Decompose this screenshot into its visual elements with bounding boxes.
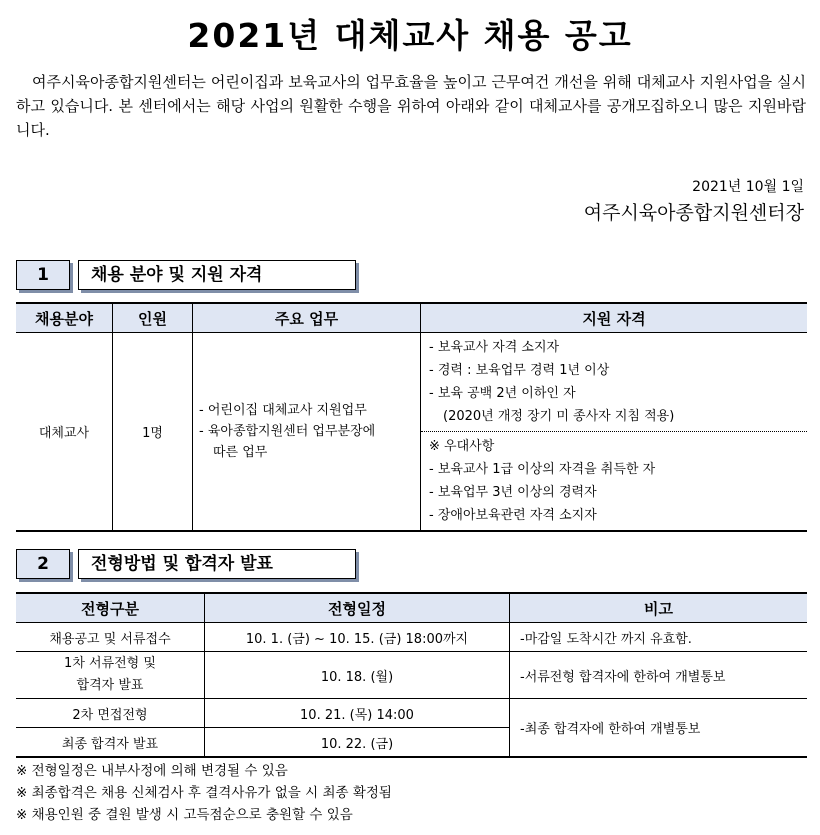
header-duties: 주요 업무 <box>193 303 421 333</box>
section2-number: 2 <box>16 549 70 579</box>
schedule-cell: 10. 1. (금) ~ 10. 15. (금) 18:00까지 <box>205 623 510 652</box>
preference-heading: ※ 우대사항 <box>429 439 495 454</box>
stage-cell: 2차 면접전형 <box>16 699 205 728</box>
header-note: 비고 <box>510 593 808 623</box>
header-field: 채용분야 <box>16 303 113 333</box>
stage-line: 합격자 발표 <box>76 678 144 693</box>
duty-line: - 어린이집 대체교사 지원업무 <box>199 403 367 418</box>
required-qualifications <box>421 333 807 431</box>
stage-cell: 채용공고 및 서류접수 <box>16 623 205 652</box>
qualification-line: - 경력 : 보육업무 경력 1년 이상 <box>429 363 610 378</box>
section2-title: 전형방법 및 합격자 발표 <box>78 549 356 579</box>
page-title: 2021년 대체교사 채용 공고 <box>187 16 633 55</box>
organization-head: 여주시육아종합지원센터장 <box>583 202 804 224</box>
table-row <box>16 652 807 699</box>
header-count: 인원 <box>113 303 193 333</box>
intro-paragraph: 여주시육아종합지원센터는 어린이집과 보육교사의 업무효율을 높이고 근무여건 개선을 위해 대체교사 지원사업을 실시하고 있습니다. 본 센터에서는 해당 사업의 원활한 수행을 위하여 아래와 같이 대체교사를 공개모집하오니 많은 지원바랍니다. <box>16 73 806 139</box>
footnotes <box>16 760 392 826</box>
duty-line: 따른 업무 <box>213 445 268 460</box>
announcement-date: 2021년 10월 1일 <box>692 179 804 195</box>
note-cell: -마감일 도착시간 까지 유효함. <box>510 623 808 652</box>
stage-line: 1차 서류전형 및 <box>64 656 156 671</box>
stage-cell: 최종 합격자 발표 <box>16 728 205 758</box>
qualification-line: (2020년 개정 장기 미 종사자 지침 적용) <box>443 409 675 424</box>
duties-cell <box>193 333 421 532</box>
section1-number: 1 <box>16 260 70 290</box>
header-schedule: 전형일정 <box>205 593 510 623</box>
section1-title: 채용 분야 및 지원 자격 <box>78 260 356 290</box>
schedule-cell: 10. 22. (금) <box>205 728 510 758</box>
selection-table <box>16 592 807 758</box>
schedule-cell: 10. 18. (월) <box>205 652 510 699</box>
qualification-line: - 보육교사 자격 소지자 <box>429 340 560 355</box>
duty-line: - 육아종합지원센터 업무분장에 <box>199 424 376 439</box>
header-stage: 전형구분 <box>16 593 205 623</box>
table-row <box>16 699 807 728</box>
field-cell: 대체교사 <box>16 333 113 532</box>
preference-line: - 보육교사 1급 이상의 자격을 취득한 자 <box>429 462 656 477</box>
qualification-line: - 보육 공백 2년 이하인 자 <box>429 386 576 401</box>
preference-line: - 장애아보육관련 자격 소지자 <box>429 508 597 523</box>
footnote: ※ 전형일정은 내부사정에 의해 변경될 수 있음 <box>16 763 288 779</box>
footnote: ※ 최종합격은 채용 신체검사 후 결격사유가 없을 시 최종 확정됨 <box>16 785 392 801</box>
stage-cell <box>16 652 205 699</box>
table-row <box>16 623 807 652</box>
preference-line: - 보육업무 3년 이상의 경력자 <box>429 485 597 500</box>
count-cell: 1명 <box>113 333 193 532</box>
qualifications-cell <box>421 333 808 532</box>
header-qualifications: 지원 자격 <box>421 303 808 333</box>
preferred-qualifications <box>421 431 807 530</box>
footnote: ※ 채용인원 중 결원 발생 시 고득점순으로 충원할 수 있음 <box>16 807 353 823</box>
note-cell: -최종 합격자에 한하여 개별통보 <box>510 699 808 758</box>
recruitment-table <box>16 302 807 532</box>
schedule-cell: 10. 21. (목) 14:00 <box>205 699 510 728</box>
note-cell: -서류전형 합격자에 한하여 개별통보 <box>510 652 808 699</box>
